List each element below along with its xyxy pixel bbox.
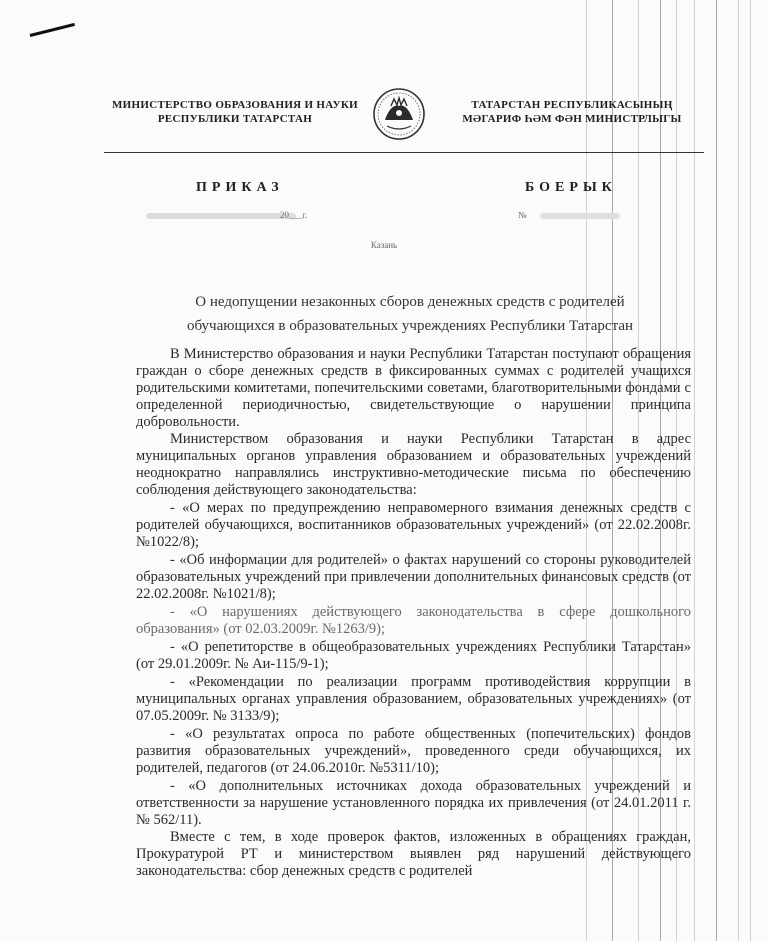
list-item: - «Рекомендации по реализации программ противодействия коррупции в муниципальных органах управления образованием, образовательных учреждениях» (от 07.05.2009г. № 3133/9); (136, 674, 691, 724)
ministry-name-tatar (442, 98, 702, 126)
title-line2: обучающихся в образовательных учреждениях Республики Татарстан (186, 318, 634, 334)
date-suffix: 20___г. (280, 210, 308, 220)
list-item: - «О мерах по предупреждению неправомерного взимания денежных средств с родителей обучающихся, воспитанников образовательных учреждений» (от 22.02.2008г. №1022/8); (136, 500, 691, 550)
illegible-number (540, 213, 620, 219)
list-item: - «Об информации для родителей» о фактах нарушений со стороны руководителей образовательных учреждений при привлечении дополнительных финансовых средств (от 22.02.2008г. №1021/8); (136, 552, 691, 602)
number-prefix: № (518, 210, 527, 220)
city-label: Казань (370, 240, 398, 250)
title-line1: О недопущении незаконных сборов денежных средств с родителей (195, 294, 625, 310)
paragraph-complaints: В Министерство образования и науки Республики Татарстан поступают обращения граждан о сборе денежных средств в фиксированных суммах с родителей учащихся родительскими комитетами, попечительскими советами, благотворительными фондами с определенной периодичностью, свидетельствующие о нарушении принципа добровольности. (136, 346, 691, 430)
ministry-name-russian (108, 98, 362, 126)
list-item: - «О результатах опроса по работе общественных (попечительских) фондов развития образовательных учреждений», проведенного среди обучающихся, их родителей, педагогов (от 24.06.2010г. №5311/10); (136, 726, 691, 776)
ministry-ru-line2: РЕСПУБЛИКИ ТАТАРСТАН (157, 113, 313, 125)
paragraph-violations: Вместе с тем, в ходе проверок фактов, изложенных в обращениях граждан, Прокуратурой РТ и министерством выявлен ряд нарушений действующего законодательства: сбор денежных средств с родителей (136, 829, 691, 879)
illegible-date (146, 213, 296, 219)
order-number-field (518, 210, 628, 222)
document-body (136, 346, 691, 880)
list-item: - «О нарушениях действующего законодательства в сфере дошкольного образования» (от 02.03.2009г. №1263/9); (136, 604, 691, 637)
scan-mark (30, 23, 75, 37)
order-date-field (140, 210, 316, 222)
document-title (120, 290, 700, 338)
paragraph-letters-intro: Министерством образования и науки Республики Татарстан в адрес муниципальных органов управления образованием и образовательных учреждений неоднократно направлялись инструктивно-методические письма по обеспечению соблюдения действующего законодательства: (136, 431, 691, 498)
coat-of-arms-icon (371, 86, 427, 142)
ministry-ru-line1: МИНИСТЕРСТВО ОБРАЗОВАНИЯ И НАУКИ (111, 99, 359, 111)
order-title-russian: ПРИКАЗ (196, 180, 284, 195)
list-item: - «О репетиторстве в общеобразовательных учреждениях Республики Татарстан» (от 29.01.2009г. № Аи-115/9-1); (136, 639, 691, 672)
order-title-tatar: БОЕРЫК (525, 180, 617, 195)
ministry-tt-line1: ТАТАРСТАН РЕСПУБЛИКАСЫНЫҢ (471, 99, 673, 111)
header-divider (104, 152, 704, 153)
ministry-tt-line2: МӘГАРИФ ҺӘМ ФӘН МИНИСТРЛЫГЫ (462, 113, 682, 125)
list-item: - «О дополнительных источниках дохода образовательных учреждений и ответственности за нарушение установленного порядка их привлечения (от 24.01.2011 г. № 562/11). (136, 778, 691, 828)
